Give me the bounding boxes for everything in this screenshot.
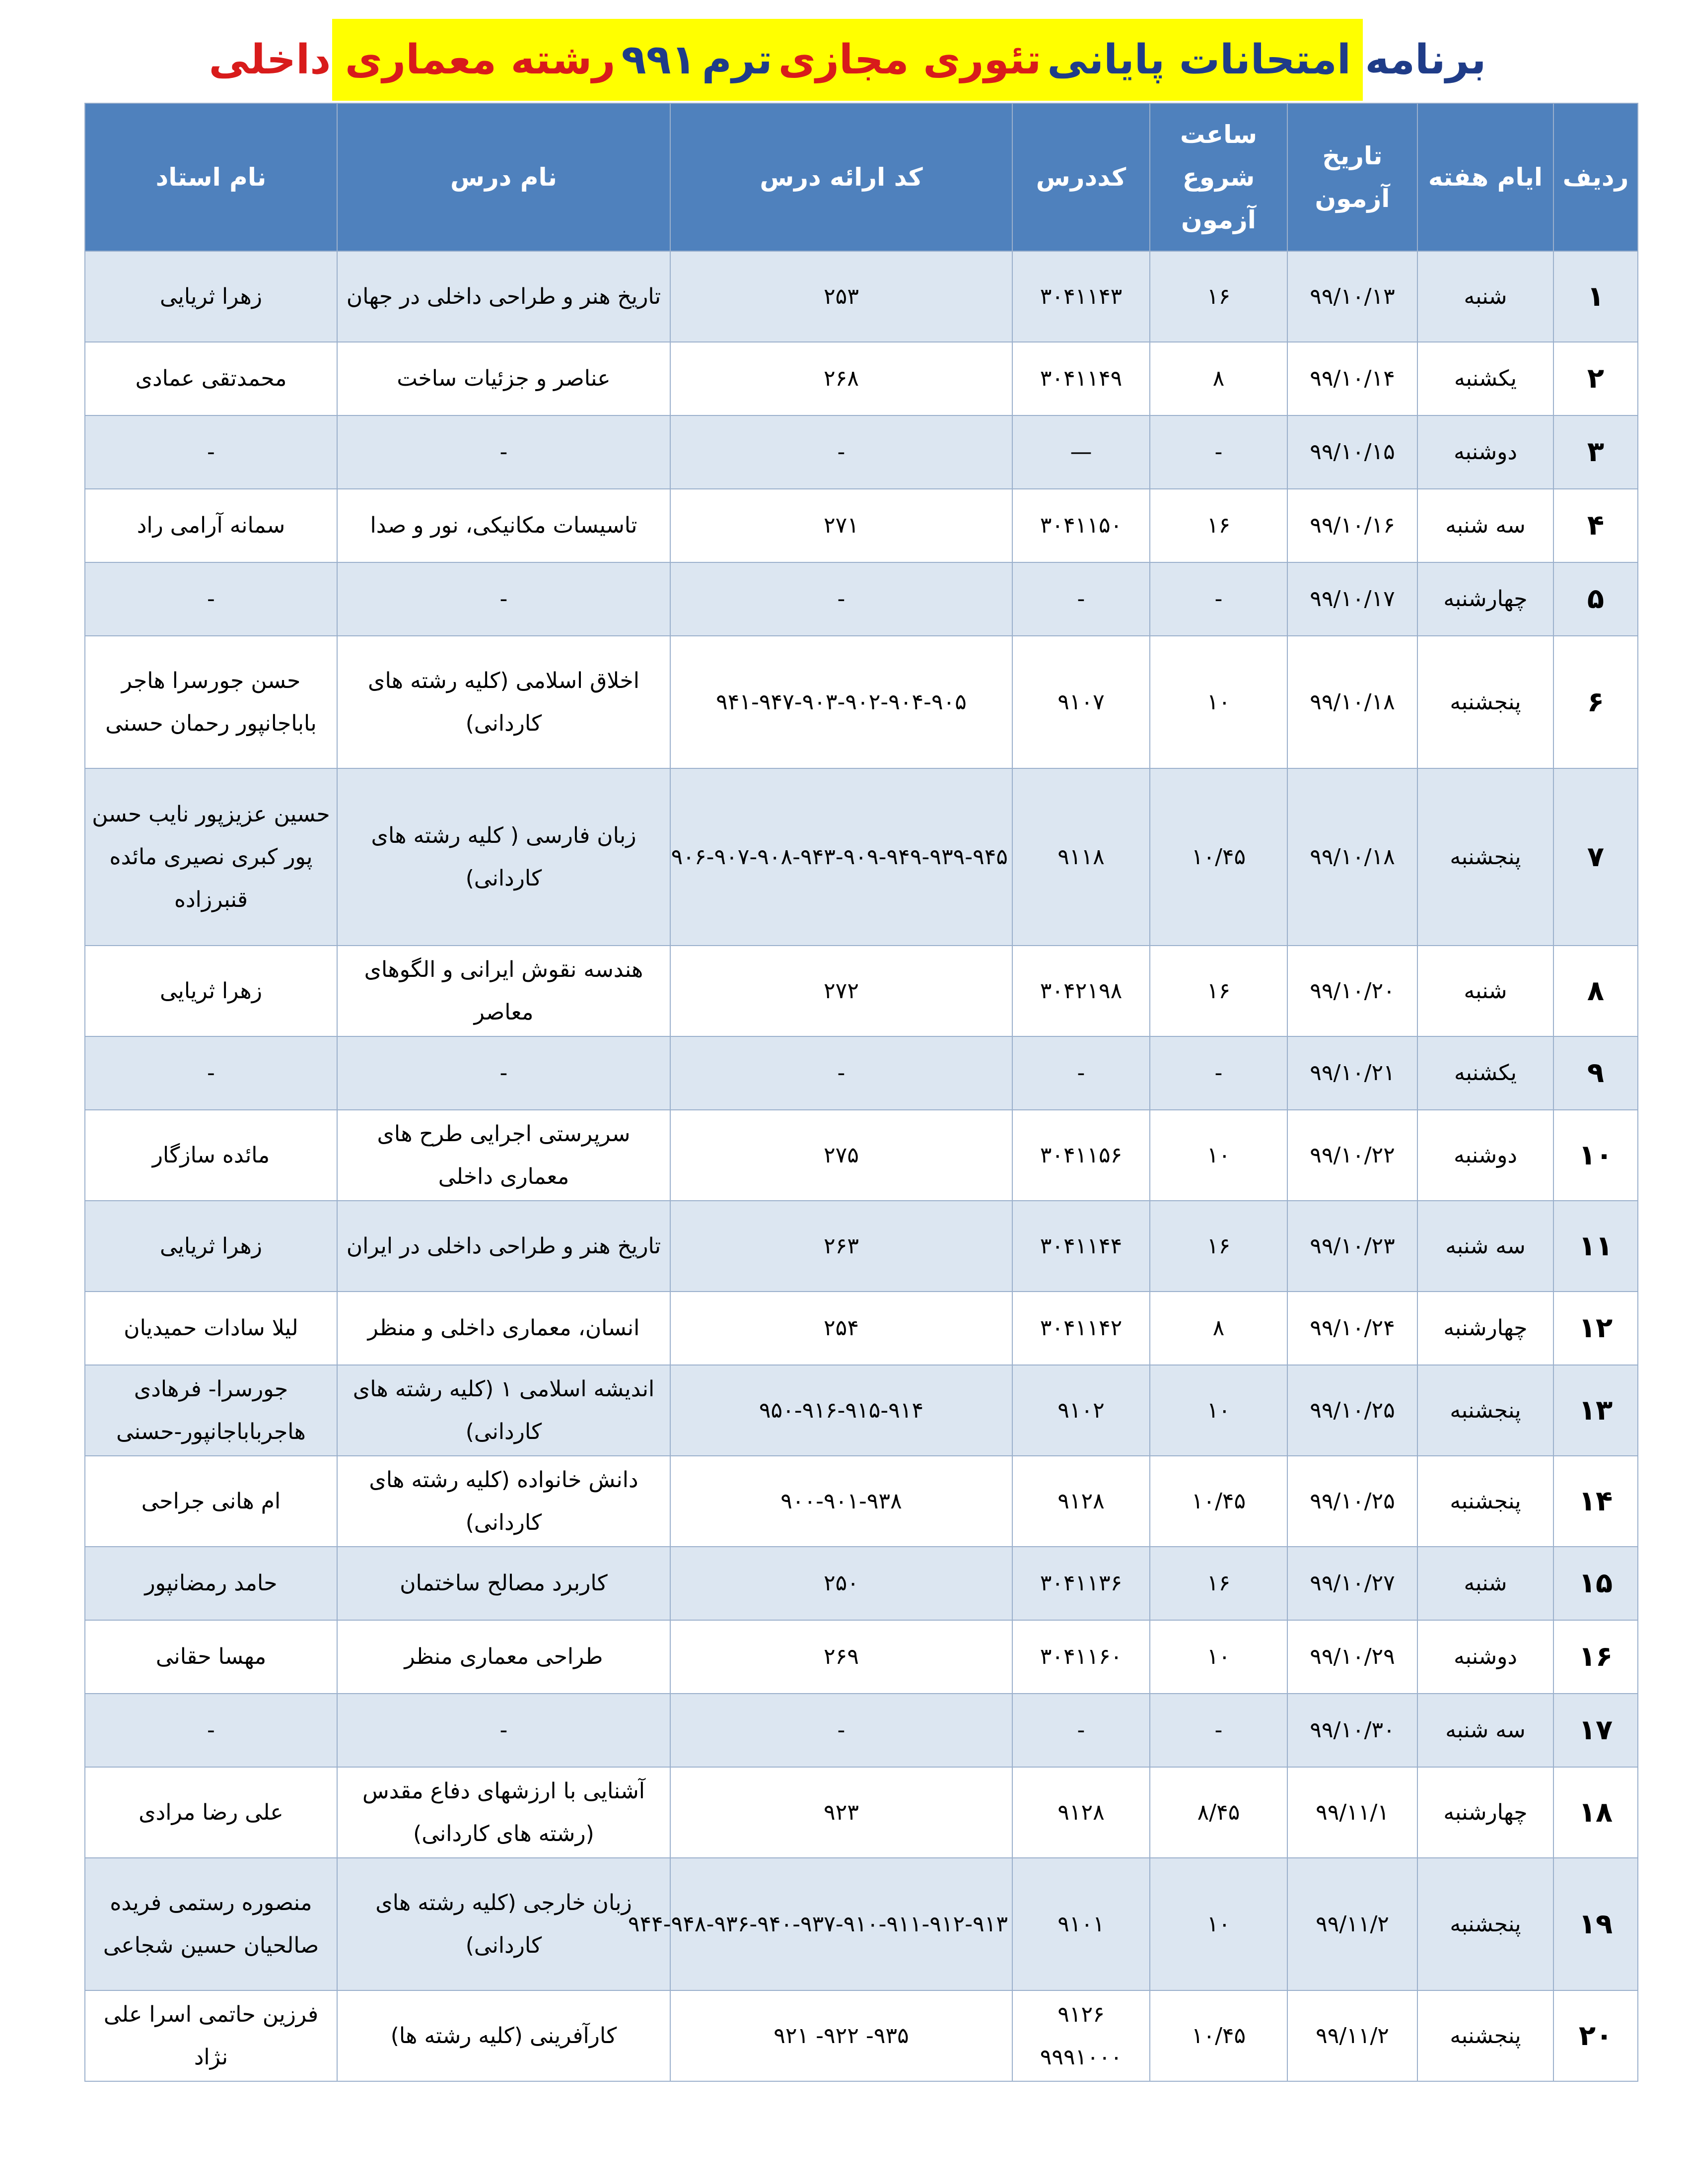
teacher-name-cell: - [85,562,337,636]
header-course-code: کددرس [1012,103,1150,251]
offer-code-cell: ۹۵۰-۹۱۶-۹۱۵-۹۱۴ [670,1365,1012,1456]
course-name-cell: کاربرد مصالح ساختمان [337,1547,670,1620]
course-name-cell: تاریخ هنر و طراحی داخلی در ایران [337,1201,670,1292]
teacher-name-cell: حسن جورسرا هاجر باباجانپور رحمان حسنی [85,636,337,768]
course-code-cell: ۳۰۴۱۱۴۲ [1012,1292,1150,1365]
exam-date-cell: ۹۹/۱۰/۱۳ [1287,251,1417,342]
header-weekday: ایام هفته [1417,103,1553,251]
weekday-cell: یکشنبه [1417,1036,1553,1110]
table-row [85,1201,1638,1292]
table-row [85,1365,1638,1456]
table-body [85,251,1638,2081]
row-number-cell: ۱۷ [1553,1694,1638,1767]
row-number-cell: ۱ [1553,251,1638,342]
weekday-cell: پنجشنبه [1417,636,1553,768]
exam-date-cell: ۹۹/۱۰/۱۸ [1287,636,1417,768]
row-number-cell: ۹ [1553,1036,1638,1110]
table-row [85,636,1638,768]
course-name-cell: هندسه نقوش ایرانی و الگوهای معاصر [337,946,670,1036]
course-name-cell: اخلاق اسلامی (کلیه رشته های کاردانی) [337,636,670,768]
row-number-cell: ۱۴ [1553,1456,1638,1547]
course-name-cell: زبان فارسی ( کلیه رشته های کاردانی) [337,768,670,946]
exam-date-cell: ۹۹/۱۰/۲۵ [1287,1365,1417,1456]
row-number-cell: ۱۱ [1553,1201,1638,1292]
exam-date-cell: ۹۹/۱۰/۲۲ [1287,1110,1417,1201]
table-row [85,1620,1638,1694]
start-time-cell: ۱۰ [1150,1110,1287,1201]
exam-date-cell: ۹۹/۱۰/۲۷ [1287,1547,1417,1620]
start-time-cell: ۱۰ [1150,1620,1287,1694]
weekday-cell: شنبه [1417,1547,1553,1620]
weekday-cell: سه شنبه [1417,1201,1553,1292]
teacher-name-cell: جورسرا- فرهادی هاجرباباجانپور-حسنی [85,1365,337,1456]
offer-code-cell: ۲۵۰ [670,1547,1012,1620]
row-number-cell: ۱۸ [1553,1767,1638,1858]
header-exam-date: تاریخ آزمون [1287,103,1417,251]
exam-date-cell: ۹۹/۱۱/۲ [1287,1858,1417,1990]
exam-date-cell: ۹۹/۱۰/۱۴ [1287,342,1417,415]
course-code-cell: - [1012,1036,1150,1110]
course-code-cell: - [1012,1694,1150,1767]
course-name-cell: دانش خانواده (کلیه رشته های کاردانی) [337,1456,670,1547]
weekday-cell: چهارشنبه [1417,1767,1553,1858]
title-part-2: تئوری مجازی [778,36,1042,83]
exam-date-cell: ۹۹/۱۰/۲۳ [1287,1201,1417,1292]
teacher-name-cell: زهرا ثریایی [85,1201,337,1292]
course-code-cell: ۳۰۴۱۱۳۶ [1012,1547,1150,1620]
table-row [85,562,1638,636]
header-teacher-name: نام استاد [85,103,337,251]
table-row [85,1858,1638,1990]
table-row [85,1990,1638,2081]
table-row [85,415,1638,489]
course-code-cell: — [1012,415,1150,489]
exam-date-cell: ۹۹/۱۰/۱۷ [1287,562,1417,636]
course-name-cell: - [337,1036,670,1110]
row-number-cell: ۱۹ [1553,1858,1638,1990]
course-code-cell: ۹۱۰۲ [1012,1365,1150,1456]
exam-date-cell: ۹۹/۱۰/۲۱ [1287,1036,1417,1110]
table-row [85,251,1638,342]
title-part-4: ۹۹۱ [621,36,696,83]
table-row [85,1694,1638,1767]
course-name-cell: تاسیسات مکانیکی، نور و صدا [337,489,670,562]
start-time-cell: ۱۶ [1150,946,1287,1036]
start-time-cell: ۱۶ [1150,1547,1287,1620]
title-part-1: برنامه امتحانات پایانی [1047,36,1486,83]
start-time-cell: ۱۰/۴۵ [1150,768,1287,946]
start-time-cell: - [1150,1036,1287,1110]
offer-code-cell: - [670,1694,1012,1767]
offer-code-cell: ۲۵۴ [670,1292,1012,1365]
weekday-cell: سه شنبه [1417,489,1553,562]
table-row [85,342,1638,415]
table-row [85,1456,1638,1547]
teacher-name-cell: حامد رمضانپور [85,1547,337,1620]
course-name-cell: - [337,562,670,636]
course-name-cell: - [337,1694,670,1767]
offer-code-cell: ۹۳۵- ۹۲۲- ۹۲۱ [670,1990,1012,2081]
course-code-cell: ۳۰۴۱۱۴۳ [1012,251,1150,342]
row-number-cell: ۸ [1553,946,1638,1036]
row-number-cell: ۲ [1553,342,1638,415]
title-part-3: ترم [702,36,773,83]
course-code-cell: ۹۱۲۸ [1012,1456,1150,1547]
teacher-name-cell: ام هانی جراحی [85,1456,337,1547]
header-offer-code: کد ارائه درس [670,103,1012,251]
table-header-row [85,103,1638,251]
course-name-cell: انسان، معماری داخلی و منظر [337,1292,670,1365]
table-row [85,768,1638,946]
teacher-name-cell: منصوره رستمی فریده صالحیان حسین شجاعی [85,1858,337,1990]
course-code-cell: ۹۱۲۸ [1012,1767,1150,1858]
teacher-name-cell: لیلا سادات حمیدیان [85,1292,337,1365]
teacher-name-cell: سمانه آرامی راد [85,489,337,562]
offer-code-cell: - [670,562,1012,636]
start-time-cell: ۱۰ [1150,1858,1287,1990]
row-number-cell: ۱۵ [1553,1547,1638,1620]
exam-date-cell: ۹۹/۱۰/۲۵ [1287,1456,1417,1547]
course-name-cell: - [337,415,670,489]
start-time-cell: ۱۰/۴۵ [1150,1990,1287,2081]
weekday-cell: چهارشنبه [1417,562,1553,636]
offer-code-cell: ۲۵۳ [670,251,1012,342]
teacher-name-cell: علی رضا مرادی [85,1767,337,1858]
table-row [85,1547,1638,1620]
teacher-name-cell: محمدتقی عمادی [85,342,337,415]
exam-date-cell: ۹۹/۱۰/۲۴ [1287,1292,1417,1365]
offer-code-cell: ۹۰۶-۹۰۷-۹۰۸-۹۴۳-۹۰۹-۹۴۹-۹۳۹-۹۴۵ [670,768,1012,946]
header-course-name: نام درس [337,103,670,251]
course-name-cell: سرپرستی اجرایی طرح های معماری داخلی [337,1110,670,1201]
exam-date-cell: ۹۹/۱۰/۱۸ [1287,768,1417,946]
start-time-cell: ۱۰/۴۵ [1150,1456,1287,1547]
weekday-cell: پنجشنبه [1417,768,1553,946]
table-row [85,489,1638,562]
exam-date-cell: ۹۹/۱۰/۱۵ [1287,415,1417,489]
weekday-cell: شنبه [1417,251,1553,342]
course-name-cell: آشنایی با ارزشهای دفاع مقدس (رشته های کاردانی) [337,1767,670,1858]
weekday-cell: یکشنبه [1417,342,1553,415]
exam-date-cell: ۹۹/۱۱/۱ [1287,1767,1417,1858]
row-number-cell: ۱۰ [1553,1110,1638,1201]
table-row [85,1036,1638,1110]
weekday-cell: شنبه [1417,946,1553,1036]
start-time-cell: ۸ [1150,342,1287,415]
exam-schedule-table [84,103,1638,2082]
course-code-cell: ۹۱۰۱ [1012,1858,1150,1990]
title-part-5: رشته معماری داخلی [209,36,616,83]
offer-code-cell: ۲۷۲ [670,946,1012,1036]
table-row [85,1292,1638,1365]
teacher-name-cell: زهرا ثریایی [85,946,337,1036]
teacher-name-cell: - [85,1694,337,1767]
table-row [85,1767,1638,1858]
start-time-cell: ۱۶ [1150,489,1287,562]
weekday-cell: دوشنبه [1417,1620,1553,1694]
offer-code-cell: ۹۴۴-۹۴۸-۹۳۶-۹۴۰-۹۳۷-۹۱۰-۹۱۱-۹۱۲-۹۱۳ [670,1858,1012,1990]
course-code-cell: ۹۱۱۸ [1012,768,1150,946]
header-start-time: ساعت شروع آزمون [1150,103,1287,251]
row-number-cell: ۵ [1553,562,1638,636]
weekday-cell: پنجشنبه [1417,1456,1553,1547]
teacher-name-cell: فرزین حاتمی اسرا علی نژاد [85,1990,337,2081]
course-code-cell: ۳۰۴۱۱۵۶ [1012,1110,1150,1201]
offer-code-cell: - [670,1036,1012,1110]
weekday-cell: پنجشنبه [1417,1858,1553,1990]
course-name-cell: اندیشه اسلامی ۱ (کلیه رشته های کاردانی) [337,1365,670,1456]
teacher-name-cell: - [85,415,337,489]
row-number-cell: ۷ [1553,768,1638,946]
offer-code-cell: - [670,415,1012,489]
offer-code-cell: ۲۷۵ [670,1110,1012,1201]
exam-date-cell: ۹۹/۱۰/۳۰ [1287,1694,1417,1767]
course-name-cell: عناصر و جزئیات ساخت [337,342,670,415]
teacher-name-cell: مهسا حقانی [85,1620,337,1694]
teacher-name-cell: - [85,1036,337,1110]
offer-code-cell: ۲۶۳ [670,1201,1012,1292]
row-number-cell: ۳ [1553,415,1638,489]
course-name-cell: تاریخ هنر و طراحی داخلی در جهان [337,251,670,342]
course-code-cell: ۳۰۴۱۱۴۴ [1012,1201,1150,1292]
table-row [85,1110,1638,1201]
start-time-cell: ۱۰ [1150,636,1287,768]
course-code-cell: ۹۱۰۷ [1012,636,1150,768]
course-code-cell: ۹۱۲۶ ۹۹۹۱۰۰۰ [1012,1990,1150,2081]
start-time-cell: ۱۶ [1150,251,1287,342]
start-time-cell: ۱۶ [1150,1201,1287,1292]
row-number-cell: ۱۶ [1553,1620,1638,1694]
weekday-cell: سه شنبه [1417,1694,1553,1767]
offer-code-cell: ۹۴۱-۹۴۷-۹۰۳-۹۰۲-۹۰۴-۹۰۵ [670,636,1012,768]
weekday-cell: پنجشنبه [1417,1990,1553,2081]
offer-code-cell: ۹۰۰-۹۰۱-۹۳۸ [670,1456,1012,1547]
row-number-cell: ۱۳ [1553,1365,1638,1456]
teacher-name-cell: مائده سازگار [85,1110,337,1201]
course-name-cell: زبان خارجی (کلیه رشته های کاردانی) [337,1858,670,1990]
row-number-cell: ۶ [1553,636,1638,768]
row-number-cell: ۴ [1553,489,1638,562]
course-code-cell: ۳۰۴۱۱۵۰ [1012,489,1150,562]
start-time-cell: ۸/۴۵ [1150,1767,1287,1858]
course-code-cell: - [1012,562,1150,636]
offer-code-cell: ۲۶۹ [670,1620,1012,1694]
offer-code-cell: ۹۲۳ [670,1767,1012,1858]
offer-code-cell: ۲۶۸ [670,342,1012,415]
start-time-cell: - [1150,1694,1287,1767]
course-code-cell: ۳۰۴۲۱۹۸ [1012,946,1150,1036]
weekday-cell: پنجشنبه [1417,1365,1553,1456]
exam-date-cell: ۹۹/۱۰/۲۰ [1287,946,1417,1036]
weekday-cell: دوشنبه [1417,1110,1553,1201]
row-number-cell: ۱۲ [1553,1292,1638,1365]
exam-date-cell: ۹۹/۱۰/۱۶ [1287,489,1417,562]
course-code-cell: ۳۰۴۱۱۶۰ [1012,1620,1150,1694]
teacher-name-cell: حسین عزیزپور نایب حسن پور کبری نصیری مائده قنبرزاده [85,768,337,946]
start-time-cell: ۸ [1150,1292,1287,1365]
exam-date-cell: ۹۹/۱۱/۲ [1287,1990,1417,2081]
header-row-number: ردیف [1553,103,1638,251]
exam-date-cell: ۹۹/۱۰/۲۹ [1287,1620,1417,1694]
start-time-cell: ۱۰ [1150,1365,1287,1456]
course-code-cell: ۳۰۴۱۱۴۹ [1012,342,1150,415]
start-time-cell: - [1150,562,1287,636]
page-title [209,19,1486,101]
course-name-cell: کارآفرینی (کلیه رشته ها) [337,1990,670,2081]
row-number-cell: ۲۰ [1553,1990,1638,2081]
course-name-cell: طراحی معماری منظر [337,1620,670,1694]
offer-code-cell: ۲۷۱ [670,489,1012,562]
teacher-name-cell: زهرا ثریایی [85,251,337,342]
weekday-cell: دوشنبه [1417,415,1553,489]
table-row [85,946,1638,1036]
weekday-cell: چهارشنبه [1417,1292,1553,1365]
start-time-cell: - [1150,415,1287,489]
